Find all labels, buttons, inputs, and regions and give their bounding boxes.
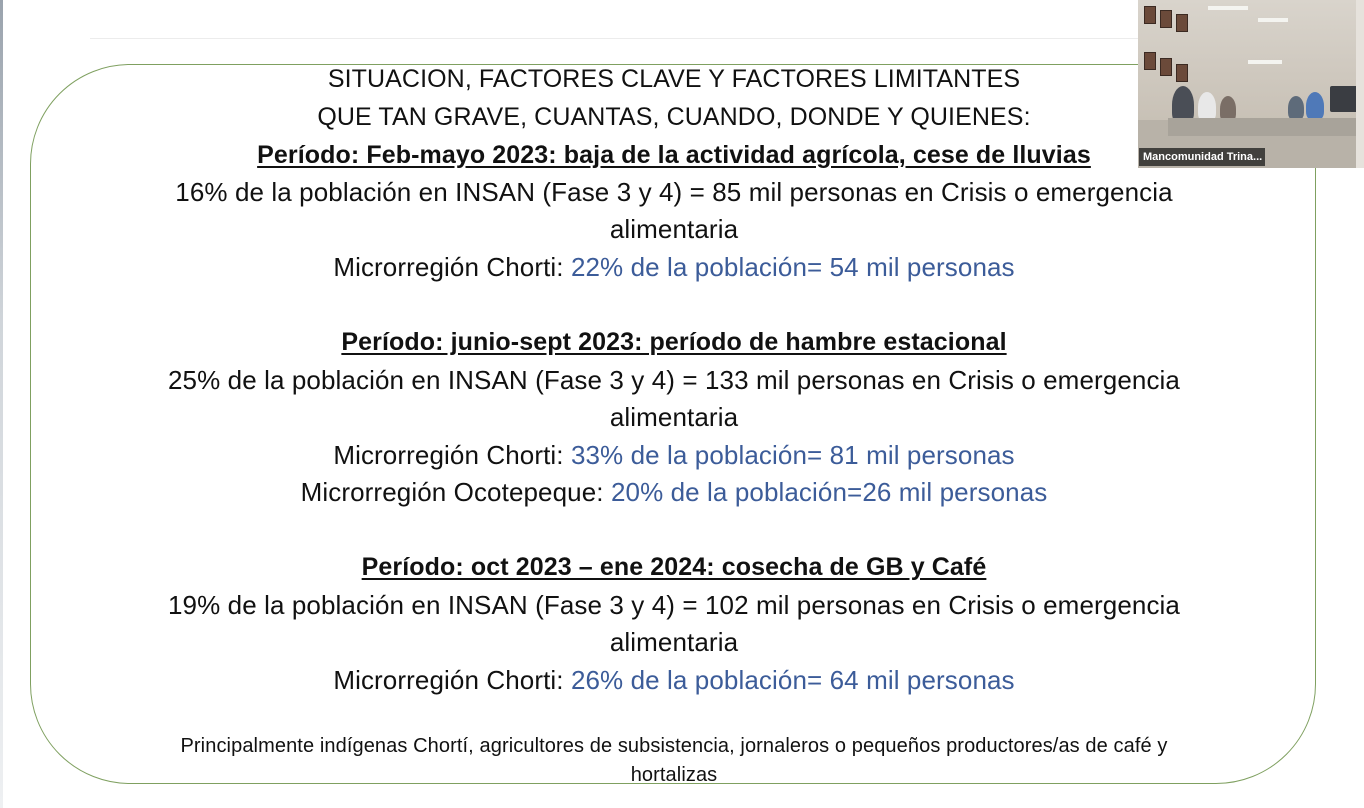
period-2-microregion-chorti bbox=[0, 439, 1348, 471]
period-2-stat-line-2: alimentaria bbox=[609, 402, 739, 432]
video-tile-side-sliver bbox=[1356, 0, 1364, 168]
video-wall-picture bbox=[1176, 14, 1188, 32]
microregion-value: 20% de la población=26 mil personas bbox=[610, 477, 1048, 507]
period-1-heading: Período: Feb-mayo 2023: baja de la actividad agrícola, cese de lluvias bbox=[257, 141, 1091, 169]
microregion-value: 22% de la población= 54 mil personas bbox=[570, 252, 1015, 282]
microregion-value: 33% de la población= 81 mil personas bbox=[570, 440, 1015, 470]
video-participant-figure bbox=[1288, 96, 1304, 120]
microregion-label: Microrregión Ocotepeque: bbox=[300, 477, 611, 507]
period-3-microregion-chorti bbox=[0, 664, 1348, 696]
video-wall-picture bbox=[1160, 10, 1172, 28]
footnote-line-1: Principalmente indígenas Chortí, agricultores de subsistencia, jornaleros o pequeños productores/as de café y bbox=[180, 735, 1168, 757]
participant-name-label: Mancomunidad Trina... bbox=[1139, 148, 1265, 166]
period-1-stat-line-2: alimentaria bbox=[609, 214, 739, 244]
participant-video-tile[interactable] bbox=[1138, 0, 1364, 168]
video-ceiling-light bbox=[1258, 18, 1288, 22]
video-participant-figure bbox=[1306, 92, 1324, 120]
microregion-label: Microrregión Chorti: bbox=[333, 252, 571, 282]
period-3-heading: Período: oct 2023 – ene 2024: cosecha de GB y Café bbox=[361, 553, 987, 581]
video-wall-picture bbox=[1160, 58, 1172, 76]
microregion-value: 26% de la población= 64 mil personas bbox=[570, 665, 1015, 695]
microregion-label: Microrregión Chorti: bbox=[333, 665, 571, 695]
slide-title-line-1: SITUACION, FACTORES CLAVE Y FACTORES LIMITANTES bbox=[327, 65, 1021, 93]
video-wall-picture bbox=[1144, 6, 1156, 24]
period-3-stat-line-2: alimentaria bbox=[609, 627, 739, 657]
footnote-line-2: hortalizas bbox=[630, 764, 718, 786]
period-3-stat-line-1: 19% de la población en INSAN (Fase 3 y 4) = 102 mil personas en Crisis o emergencia bbox=[168, 590, 1180, 620]
video-ceiling-light bbox=[1208, 6, 1248, 10]
video-wall-picture bbox=[1176, 64, 1188, 82]
period-2-stat-line-1: 25% de la población en INSAN (Fase 3 y 4) = 133 mil personas en Crisis o emergencia bbox=[168, 365, 1180, 395]
video-ceiling-light bbox=[1248, 60, 1282, 64]
period-2-heading: Período: junio-sept 2023: período de hambre estacional bbox=[341, 328, 1007, 356]
slide-title-line-2: QUE TAN GRAVE, CUANTAS, CUANDO, DONDE Y QUIENES: bbox=[317, 103, 1031, 131]
video-conference-table bbox=[1168, 118, 1364, 136]
microregion-label: Microrregión Chorti: bbox=[333, 440, 571, 470]
video-wall-picture bbox=[1144, 52, 1156, 70]
period-1-stat-line-1: 16% de la población en INSAN (Fase 3 y 4) = 85 mil personas en Crisis o emergencia bbox=[175, 177, 1173, 207]
period-1-microregion-chorti bbox=[0, 251, 1348, 283]
slide-top-band bbox=[90, 38, 1140, 39]
period-2-microregion-ocotepeque bbox=[0, 476, 1348, 508]
